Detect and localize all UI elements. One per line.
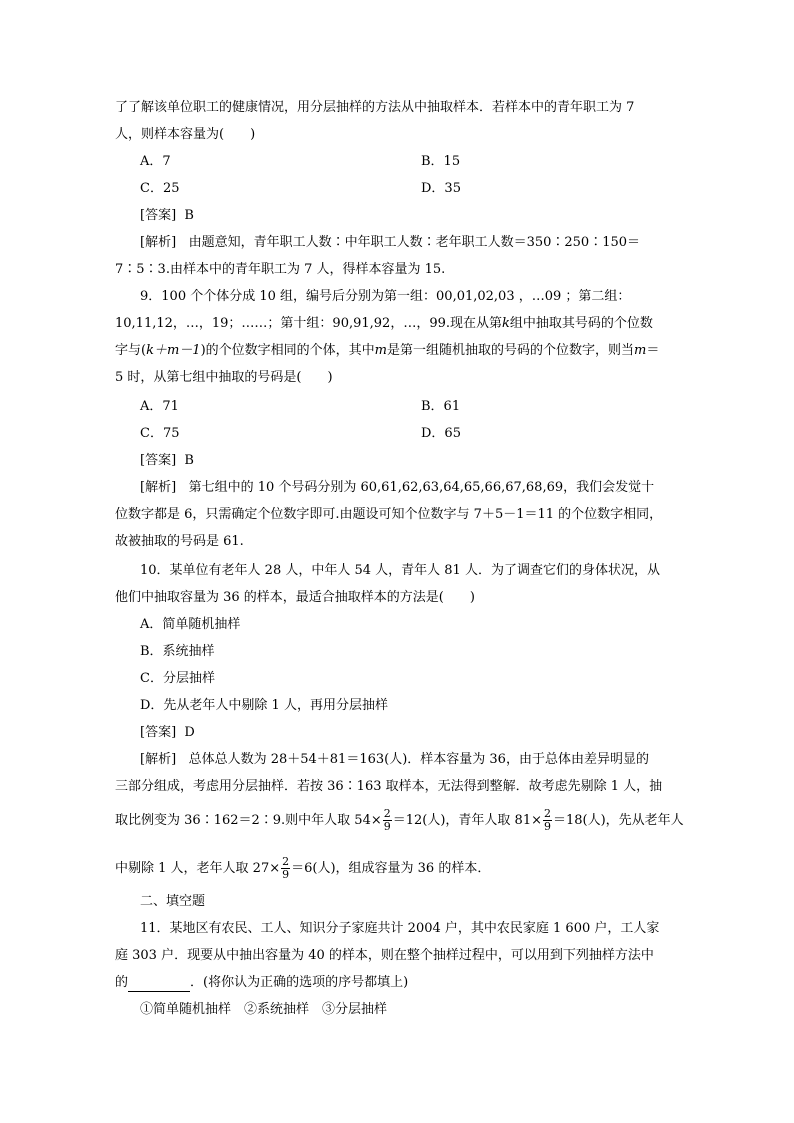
answer-value: B bbox=[184, 453, 194, 468]
q9-stem-line-4: 5 时，从第七组中抽取的号码是( ) bbox=[115, 370, 333, 385]
q10-analysis-line-4 bbox=[115, 854, 490, 884]
q11-stem-text: 的 bbox=[115, 975, 129, 990]
q10-analysis-line-3 bbox=[115, 806, 684, 836]
fraction-denominator: 9 bbox=[544, 820, 551, 833]
q9-stem-text: 字与( bbox=[115, 343, 147, 358]
fraction-numerator: 2 bbox=[544, 807, 551, 820]
q9-option-c: C．75 bbox=[140, 426, 180, 441]
q10-analysis-line-1 bbox=[140, 751, 649, 769]
q11-choices: ①简单随机抽样 ②系统抽样 ③分层抽样 bbox=[140, 1002, 388, 1017]
q8-stem-line-2: 人，则样本容量为( ) bbox=[115, 127, 256, 142]
section-title-fill-in: 二、填空题 bbox=[140, 894, 206, 909]
q9-stem-text: )的个位数字相同的个体，其中 bbox=[200, 343, 375, 358]
fraction bbox=[281, 856, 290, 881]
answer-value: D bbox=[184, 725, 195, 740]
answer-label: [答案] bbox=[140, 725, 177, 740]
analysis-text: 取比例变为 36∶162＝2∶9.则中年人取 54× bbox=[115, 813, 382, 828]
analysis-text: 总体总人数为 28＋54＋81＝163(人)．样本容量为 36，由于总体由差异明显的 bbox=[188, 752, 649, 767]
q10-answer bbox=[140, 724, 195, 742]
q10-stem-line-2: 他们中抽取容量为 36 的样本，最适合抽取样本的方法是( ) bbox=[115, 590, 475, 605]
q9-stem-line-2 bbox=[115, 315, 653, 333]
analysis-text: 由题意知，青年职工人数∶中年职工人数∶老年职工人数＝350∶250∶150＝ bbox=[188, 235, 641, 250]
q9-answer bbox=[140, 452, 194, 470]
q9-analysis-line-3: 故被抽取的号码是 61. bbox=[115, 534, 244, 549]
q9-stem-text: 10,11,12，…，19；……；第十组：90,91,92，…，99.现在从第 bbox=[115, 316, 502, 331]
q11-stem-text: ．(将你认为正确的选项的序号都填上) bbox=[190, 975, 409, 990]
q10-option-c: C．分层抽样 bbox=[140, 671, 215, 686]
analysis-label: [解析] bbox=[140, 235, 177, 250]
q9-option-d: D．65 bbox=[421, 426, 461, 441]
answer-value: B bbox=[184, 208, 194, 223]
q8-option-d: D．35 bbox=[421, 181, 461, 196]
q10-option-a: A．简单随机抽样 bbox=[140, 617, 241, 632]
analysis-text: 中剔除 1 人，老年人取 27× bbox=[115, 861, 281, 876]
analysis-label: [解析] bbox=[140, 752, 177, 767]
analysis-text: ＝6(人)，组成容量为 36 的样本． bbox=[291, 861, 491, 876]
q9-stem-text: 组中抽取其号码的个位数 bbox=[509, 316, 653, 331]
fraction-denominator: 9 bbox=[282, 868, 290, 881]
q8-option-b: B．15 bbox=[421, 154, 461, 169]
fraction-numerator: 2 bbox=[282, 855, 290, 868]
q8-answer bbox=[140, 207, 194, 225]
q10-option-b: B．系统抽样 bbox=[140, 644, 215, 659]
fraction-denominator: 9 bbox=[383, 820, 391, 833]
fraction bbox=[543, 808, 552, 833]
q11-stem-line-2: 庭 303 户．现要从中抽出容量为 40 的样本，则在整个抽样过程中，可以用到下列抽样方法中 bbox=[115, 948, 654, 963]
q9-option-b: B．61 bbox=[421, 399, 461, 414]
q11-stem-line-1: 11．某地区有农民、工人、知识分子家庭共计 2004 户，其中农民家庭 1 600 户，工人家 bbox=[140, 921, 660, 936]
q8-analysis-line-1 bbox=[140, 234, 640, 252]
answer-blank[interactable] bbox=[128, 977, 190, 992]
q8-stem-line-1: 了了解该单位职工的健康情况，用分层抽样的方法从中抽取样本．若样本中的青年职工为 7 bbox=[115, 100, 635, 115]
q9-stem-line-1: 9．100 个个体分成 10 组，编号后分别为第一组：00,01,02,03 ，…09 ；第二组： bbox=[140, 289, 631, 304]
q10-analysis-line-2: 三部分组成，考虑用分层抽样．若按 36∶163 取样本，无法得到整解．故考虑先剔除 1 人，抽 bbox=[115, 779, 663, 794]
q11-stem-line-3 bbox=[115, 974, 408, 992]
q9-analysis-line-1 bbox=[140, 479, 654, 497]
q9-var-m: m bbox=[374, 343, 387, 358]
q10-stem-line-1: 10．某单位有老年人 28 人，中年人 54 人，青年人 81 人．为了调查它们的身体状况，从 bbox=[140, 563, 660, 578]
q9-stem-text: 是第一组随机抽取的号码的个位数字，则当 bbox=[386, 343, 634, 358]
analysis-text: ＝12(人)，青年人取 81× bbox=[392, 813, 542, 828]
analysis-text: ＝18(人)，先从老年人 bbox=[553, 813, 684, 828]
q8-analysis-line-2: 7∶5∶3.由样本中的青年职工为 7 人，得样本容量为 15. bbox=[115, 262, 446, 277]
answer-label: [答案] bbox=[140, 453, 177, 468]
q9-expression: k＋m－1 bbox=[146, 343, 201, 358]
fraction-numerator: 2 bbox=[383, 807, 391, 820]
analysis-label: [解析] bbox=[140, 480, 177, 495]
q9-var-m: m bbox=[633, 343, 647, 358]
q9-stem-line-3 bbox=[115, 342, 659, 360]
q9-stem-text: ＝ bbox=[646, 343, 660, 358]
q8-option-a: A．7 bbox=[140, 154, 171, 169]
q8-option-c: C．25 bbox=[140, 181, 180, 196]
q9-var-k: k bbox=[502, 316, 510, 331]
analysis-text: 第七组中的 10 个号码分别为 60,61,62,63,64,65,66,67,68,69，我们会发觉十 bbox=[188, 480, 655, 495]
fraction bbox=[383, 808, 392, 833]
answer-label: [答案] bbox=[140, 208, 177, 223]
q9-analysis-line-2: 位数字都是 6，只需确定个位数字即可.由题设可知个位数字与 7＋5－1＝11 的个位数字相同， bbox=[115, 507, 663, 522]
q10-option-d: D．先从老年人中剔除 1 人，再用分层抽样 bbox=[140, 698, 388, 713]
q9-option-a: A．71 bbox=[140, 399, 179, 414]
